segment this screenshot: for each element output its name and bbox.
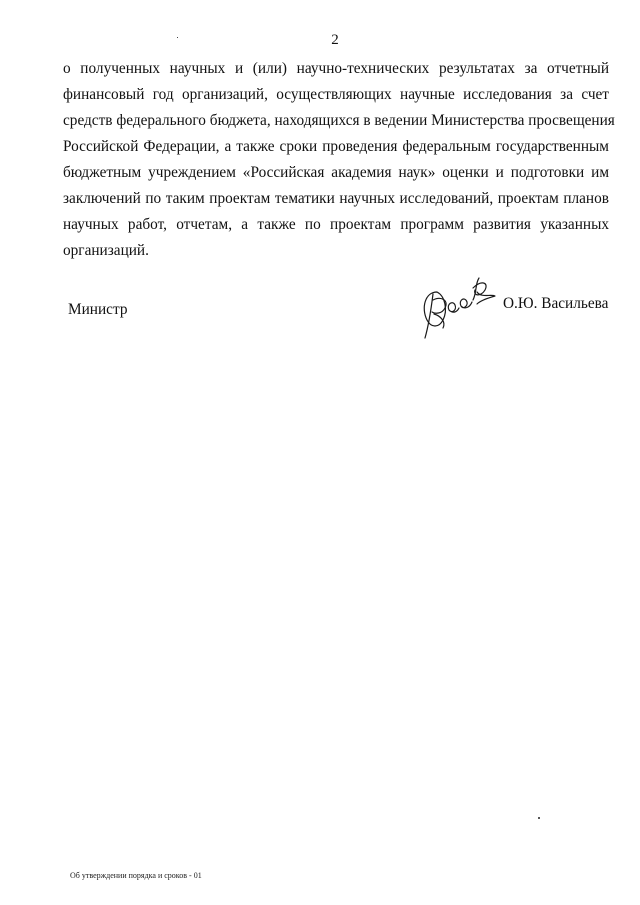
body-line: средств федерального бюджета, находящихся в ведении Министерства просвещения — [63, 112, 615, 129]
handwritten-signature — [415, 270, 500, 342]
body-line: финансовый год организаций, осуществляющих научные исследования за счет — [63, 86, 609, 103]
scan-dust-speck — [538, 817, 540, 819]
signature-block — [0, 270, 640, 350]
body-line: Российской Федерации, а также сроки проведения федеральным государственным — [63, 138, 609, 155]
signer-name: О.Ю. Васильева — [503, 295, 609, 312]
signer-role: Министр — [68, 301, 128, 318]
body-line: организаций. — [63, 242, 149, 259]
page-number: 2 — [331, 32, 339, 48]
footer-document-reference: Об утверждении порядка и сроков - 01 — [70, 871, 202, 880]
body-line: научных работ, отчетам, а также по проектам программ развития указанных — [63, 216, 609, 233]
body-line: бюджетным учреждением «Российская академия наук» оценки и подготовки им — [63, 164, 609, 181]
body-line: о полученных научных и (или) научно-технических результатах за отчетный — [63, 60, 609, 77]
body-paragraph — [63, 56, 615, 264]
body-line: заключений по таким проектам тематики научных исследований, проектам планов — [63, 190, 609, 207]
